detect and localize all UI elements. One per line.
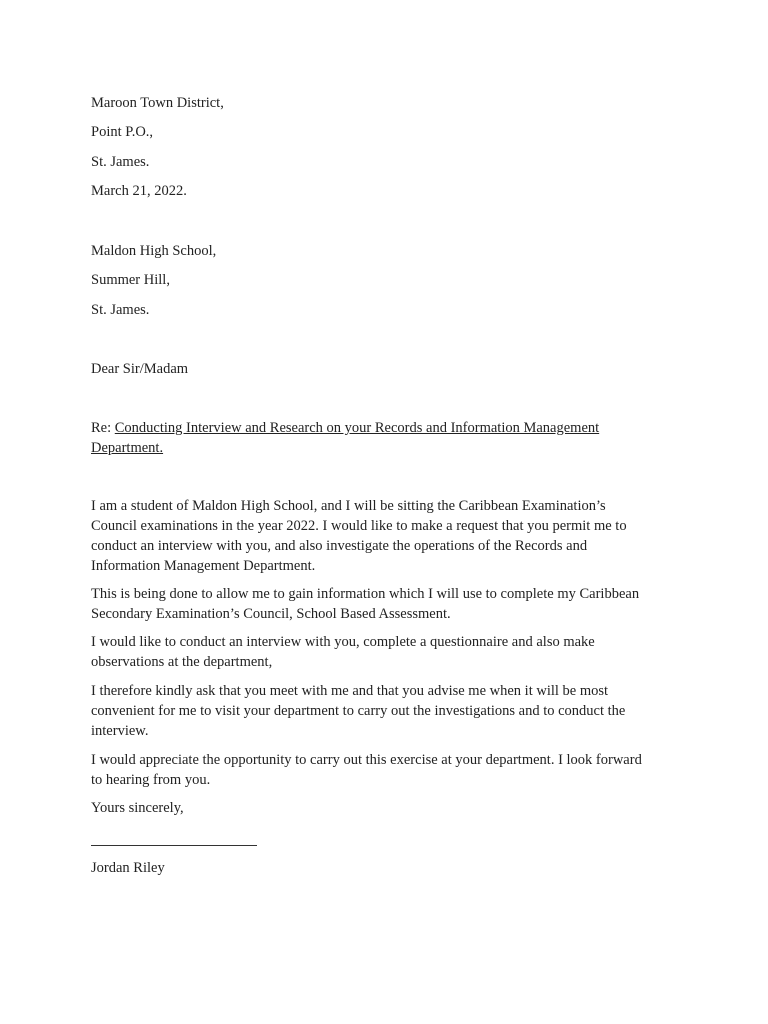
recipient-address-line-3: St. James. <box>91 302 150 318</box>
body-paragraph-3: I would like to conduct an interview with you, complete a questionnaire and also make observations at the department, <box>91 634 595 670</box>
body-paragraph-1: I am a student of Maldon High School, and I will be sitting the Caribbean Examination’s Council examinations in the year 2022. I would like to make a request that you permit me to conduct an interview with you, and also investigate the operations of the Records and Information Management Department. <box>91 498 627 574</box>
subject-text-2: Department. <box>91 440 164 456</box>
sender-address-line-1: Maroon Town District, <box>91 95 224 111</box>
sender-address-line-3: St. James. <box>91 154 150 170</box>
body-paragraph-2: This is being done to allow me to gain information which I will use to complete my Caribbean Secondary Examination’s Council, School Based Assessment. <box>91 586 640 622</box>
letter-date: March 21, 2022. <box>91 183 187 199</box>
recipient-address-line-2: Summer Hill, <box>91 272 170 288</box>
closing: Yours sincerely, <box>91 800 184 816</box>
salutation: Dear Sir/Madam <box>91 361 189 377</box>
subject-line <box>91 418 599 438</box>
signature-line <box>91 845 257 846</box>
subject-text-1: Conducting Interview and Research on your Records and Information Management <box>114 420 600 436</box>
signature-name: Jordan Riley <box>91 860 165 876</box>
body-paragraph-4: I therefore kindly ask that you meet with me and that you advise me when it will be most convenient for me to visit your department to carry out the investigations and to conduct the interview. <box>91 683 626 739</box>
subject-prefix: Re: <box>91 420 115 436</box>
recipient-address-line-1: Maldon High School, <box>91 243 217 259</box>
sender-address-line-2: Point P.O., <box>91 124 154 140</box>
body-paragraph-5: I would appreciate the opportunity to carry out this exercise at your department. I look forward to hearing from you. <box>91 752 642 788</box>
